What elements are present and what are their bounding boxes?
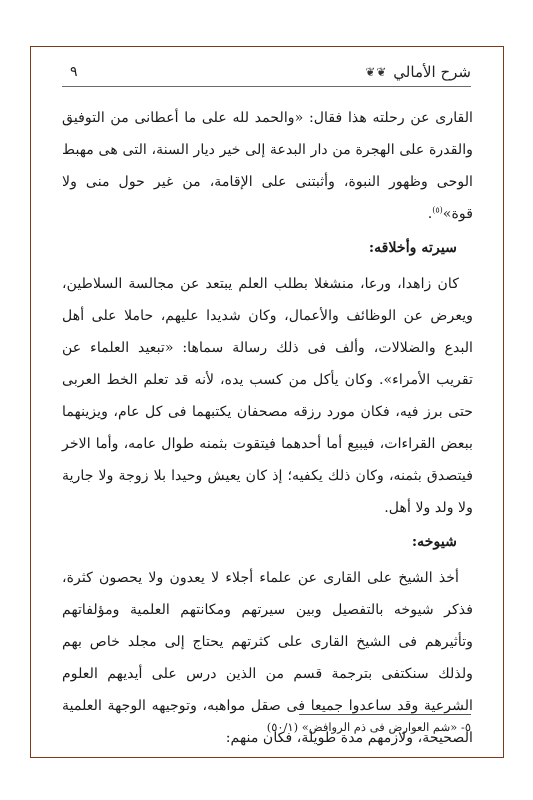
ornament-flourish-icon: ❦❦ bbox=[365, 65, 388, 79]
footnote: ٥- «شم العوارض فى ذم الروافض» (٥٠/١) bbox=[266, 720, 471, 734]
running-header bbox=[62, 58, 471, 87]
page-number: ٩ bbox=[70, 64, 78, 80]
section-heading-conduct: سيرته وأخلاقه: bbox=[368, 240, 457, 256]
running-title: شرح الأمالي bbox=[393, 63, 471, 81]
footnote-reference: (٥) bbox=[432, 205, 443, 215]
main-text bbox=[62, 102, 473, 754]
section-heading-teachers: شيوخه: bbox=[411, 534, 457, 550]
paragraph-2: كان زاهدا، ورعا، منشغلا بطلب العلم يبتعد عن مجالسة السلاطين، ويعرض عن الوظائف والأعمال، وكان شديدا عليهم، حاملا على أهل البدع والضلالات، وألف فى ذلك رسالة سماها: «تبعيد العلماء عن تقريب الأمراء». وكان يأكل من كسب يده، لأنه قد تعلم الخط العربى حتى برز فيه، فكان مورد رزقه مصحفان يكتبهما فى كل عام، ويزينهما ببعض القراءات، فيبيع أما أحدهما فيتقوت بثمنه طوال عامه، وأما الاخر فيتصدق بثمنه، وكان ذلك يكفيه؛ إذ كان يعيش وحيدا بلا زوجة ولا جارية ولا ولد ولا أهل. bbox=[62, 276, 473, 516]
paragraph-1 bbox=[62, 102, 473, 230]
paragraph-1-end: . bbox=[427, 206, 433, 222]
running-title-group bbox=[365, 63, 471, 81]
paragraph-3: أخذ الشيخ على القارى عن علماء أجلاء لا يعدون ولا يحصون كثرة، فذكر شيوخه بالتفصيل وبين سيرتهم ومكانتهم العلمية ومؤلفاتهم وتأثيرهم فى الشيخ القارى على كثرتهم يحتاج إلى مجلد خاص بهم ولذلك سنكتفى بترجمة قسم من الذين درس على أيديهم العلوم الشرعية وقد ساعدوا جميعا فى صقل مواهبه، وتوجيهه الوجهة العلمية الصحيحة، ولازمهم مدة طويلة، فكان منهم: bbox=[62, 570, 473, 746]
paragraph-1-text: القارى عن رحلته هذا فقال: «والحمد لله على ما أعطانى من التوفيق والقدرة على الهجرة من دار البدعة إلى خير ديار السنة، التى هى مهبط الوحى وظهور النبوة، وأثبتنى على الإقامة، من غير حول منى ولا قوة» bbox=[62, 110, 473, 222]
footnote-divider bbox=[299, 714, 471, 715]
